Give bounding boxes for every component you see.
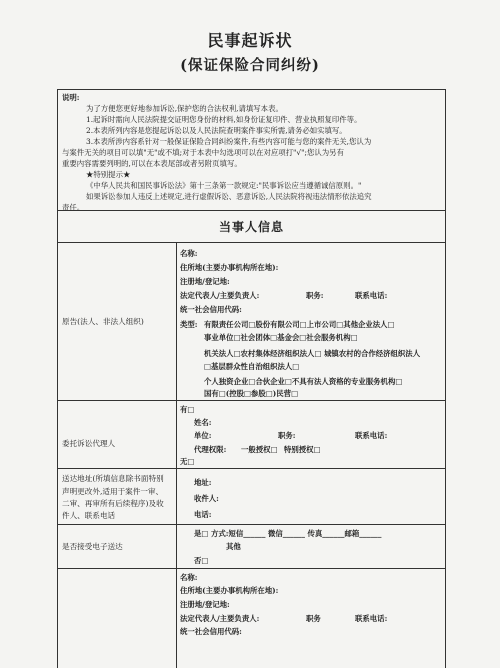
divider	[57, 524, 446, 525]
instructions-box	[58, 90, 444, 212]
defendant-credit-code-field[interactable]: 统一社会信用代码:	[180, 627, 242, 636]
section-title: 当事人信息	[218, 220, 284, 234]
plaintiff-position-field[interactable]: 职务:	[306, 291, 324, 300]
delivery-label-line-3: 二审、再审所有后续程序)及收	[62, 499, 164, 508]
delivery-recipient-field[interactable]: 收件人:	[194, 494, 219, 503]
agent-general-authority-checkbox[interactable]: 一般授权□	[241, 445, 278, 454]
agent-yes-checkbox[interactable]: 有□	[180, 405, 195, 414]
defendant-name-field[interactable]: 名称:	[180, 573, 198, 582]
divider	[57, 400, 446, 401]
electronic-delivery-yes-options[interactable]: 是□ 方式:短信______ 微信______ 传真______邮箱______	[194, 529, 382, 538]
agent-name-field[interactable]: 姓名:	[194, 418, 212, 427]
delivery-label-line-4: 件人、联系电话	[62, 511, 116, 520]
agent-none-checkbox[interactable]: 无□	[180, 457, 195, 466]
defendant-address-field[interactable]: 住所地(主要办事机构所在地):	[180, 586, 279, 595]
agent-authority-label: 代理权限:	[194, 445, 227, 454]
electronic-delivery-other-field[interactable]: 其他	[226, 542, 241, 551]
agent-special-authority-checkbox[interactable]: 特别授权□	[284, 445, 321, 454]
defendant-representative-field[interactable]: 法定代表人/主要负责人:	[180, 614, 260, 623]
plaintiff-phone-field[interactable]: 联系电话:	[355, 291, 388, 300]
instructions-item-3a: 3.本表所涉内容系针对一般保证保险合同纠纷案件,有些内容可能与您的案件无关,您认为	[86, 137, 372, 146]
agent-label: 委托诉讼代理人	[62, 439, 116, 448]
plaintiff-type-options-5[interactable]: 个人独资企业□合伙企业□不具有法人资格的专业服务机构□	[204, 377, 403, 386]
plaintiff-type-options-3[interactable]: 机关法人□农村集体经济组织法人□ 城镇农村的合作经济组织法人	[204, 349, 421, 358]
defendant-registered-field[interactable]: 注册地/登记地:	[180, 600, 230, 609]
divider	[57, 468, 446, 469]
plaintiff-ownership-options[interactable]: 国有□(控股□参股□)民营□	[204, 389, 299, 398]
plaintiff-type-options-1[interactable]: 有限责任公司□股份有限公司□上市公司□其他企业法人□	[204, 320, 395, 329]
special-notice-heading: ★特别提示★	[86, 170, 131, 179]
agent-unit-field[interactable]: 单位:	[194, 431, 212, 440]
delivery-label-line-2: 声明更改外,适用于案件一审、	[62, 487, 164, 496]
delivery-label-line-1: 送达地址(所填信息除书面特别	[62, 474, 164, 483]
plaintiff-representative-field[interactable]: 法定代表人/主要负责人:	[180, 291, 260, 300]
divider	[57, 242, 446, 243]
delivery-phone-field[interactable]: 电话:	[194, 510, 212, 519]
agent-position-field[interactable]: 职务:	[278, 431, 296, 440]
electronic-delivery-no-checkbox[interactable]: 否□	[194, 556, 209, 565]
defendant-phone-field[interactable]: 联系电话:	[355, 614, 388, 623]
special-notice-line-1: 《中华人民共和国民事诉讼法》第十三条第一款规定:"民事诉讼应当遵循诚信原则。"	[86, 181, 362, 190]
plaintiff-type-options-2[interactable]: 事业单位□社会团体□基金会□社会服务机构□	[204, 333, 358, 342]
instructions-item-3c: 重要内容需要列明的,可以在本表尾部或者另附页填写。	[62, 159, 242, 168]
plaintiff-name-field[interactable]: 名称:	[180, 249, 198, 258]
defendant-position-field[interactable]: 职务	[306, 614, 321, 623]
divider	[57, 568, 446, 569]
special-notice-line-2: 如果诉讼参加人违反上述规定,进行虚假诉讼、恶意诉讼,人民法院将视违法情形依法追究	[86, 192, 372, 201]
electronic-delivery-label: 是否接受电子送达	[62, 542, 123, 551]
plaintiff-type-label: 类型:	[180, 320, 198, 329]
instructions-intro: 为了方便您更好地参加诉讼,保护您的合法权利,请填写本表。	[86, 104, 283, 113]
plaintiff-credit-code-field[interactable]: 统一社会信用代码:	[180, 305, 242, 314]
document-title: 民事起诉状	[207, 31, 293, 50]
document-subtitle: (保证保险合同纠纷)	[180, 57, 320, 74]
instructions-item-2: 2.本表所列内容是您提起诉讼以及人民法院查明案件事实所需,请务必如实填写。	[86, 126, 347, 135]
plaintiff-type-options-4[interactable]: □基层群众性自治组织法人□	[204, 362, 300, 371]
divider	[57, 210, 446, 211]
instructions-item-1: 1.起诉时需向人民法院提交证明您身份的材料,如身份证复印件、营业执照复印件等。	[86, 115, 362, 124]
special-notice-line-3: 责任。	[62, 203, 85, 212]
plaintiff-label: 原告(法人、非法人组织)	[62, 317, 144, 326]
column-divider	[176, 242, 177, 668]
plaintiff-address-field[interactable]: 住所地(主要办事机构所在地):	[180, 263, 279, 272]
plaintiff-registered-field[interactable]: 注册地/登记地:	[180, 277, 230, 286]
agent-phone-field[interactable]: 联系电话:	[355, 431, 388, 440]
delivery-address-field[interactable]: 地址:	[194, 478, 212, 487]
instructions-item-3b: 与案件无关的项目可以填"无"或不填;对于本表中勾选项可以在对应项打"√";您认为另有	[62, 148, 344, 157]
instructions-heading: 说明:	[62, 93, 80, 102]
